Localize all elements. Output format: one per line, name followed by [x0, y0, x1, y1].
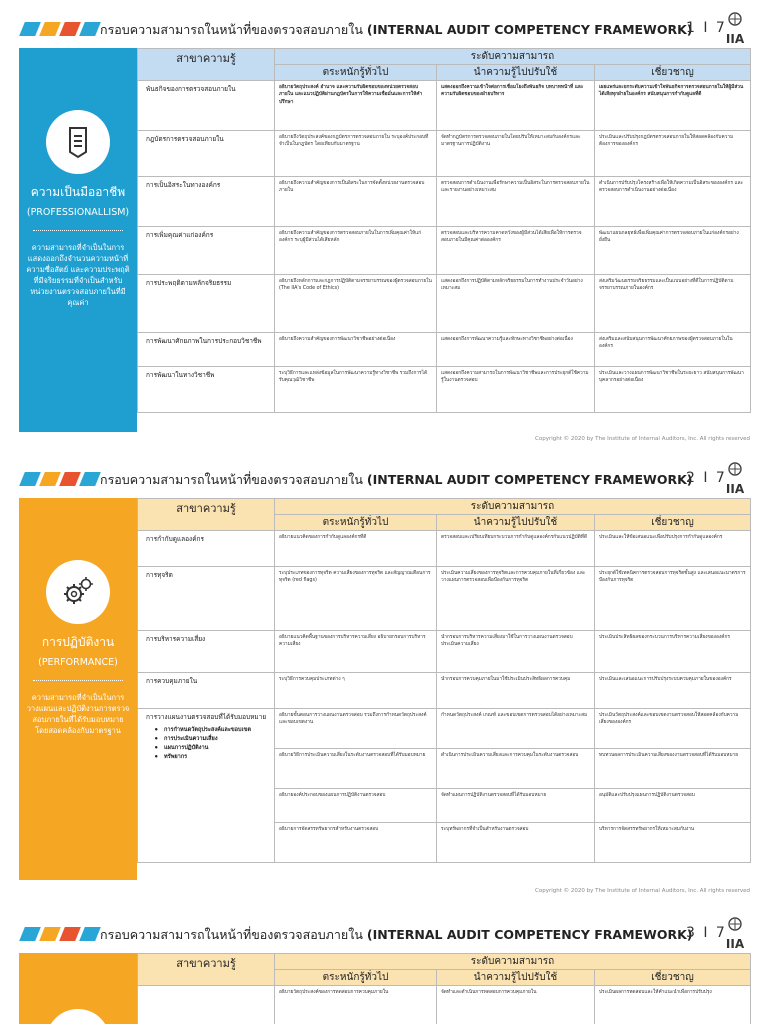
cell-applied: แสดงออกถึงการปฏิบัติตามหลักจริยธรรมในการทำงานประจำวันอย่างเหมาะสม	[437, 275, 595, 333]
page-number: 3 I 7	[686, 925, 727, 941]
header-title: กรอบความสามารถในหน้าที่ของตรวจสอบภายใน (INTERNAL AUDIT COMPETENCY FRAMEWORK)	[100, 472, 693, 487]
cell-awareness: อธิบายถึงวัตถุประสงค์ของกฎบัตรการตรวจสอบภายใน ระบุองค์ประกอบที่จำเป็นในกฎบัตร โดยเทียบกับมาตรฐาน	[275, 131, 437, 177]
cell-applied: กำหนดวัตถุประสงค์ เกณฑ์ และขอบเขตการตรวจสอบได้อย่างเหมาะสม	[437, 709, 595, 749]
cell-applied: แสดงออกถึงความเข้าใจต่อการเชื่อมโยงถึงพันธกิจ บทบาทหน้าที่ และความรับผิดชอบของฝ่ายบริหาร	[437, 81, 595, 131]
divider	[33, 680, 123, 681]
cell-awareness: อธิบายถึงความสำคัญของการตรวจสอบภายในในการเพิ่มคุณค่าให้แก่องค์กร ระบุผู้มีส่วนได้เสียหลัก	[275, 227, 437, 275]
competency-badge	[46, 560, 110, 624]
cell-expert: ทบทวนผลการประเมินความเสี่ยงของงานตรวจสอบที่ได้รับมอบหมาย	[595, 749, 751, 789]
cell-applied: นำกรอบการควบคุมภายในมาใช้ประเมินประสิทธิผลการควบคุม	[437, 673, 595, 709]
list-item: • ทรัพยากร	[154, 753, 270, 762]
level-applied: นำความรู้ไปปรับใช้	[437, 515, 595, 531]
table-row	[138, 177, 751, 227]
iia-logo-icon	[722, 462, 748, 496]
knowledge-area: การพัฒนาในทางวิชาชีพ	[138, 367, 275, 413]
cell-awareness: ระบุประเภทของการทุจริต ความเสี่ยงของการทุจริต และสัญญาณเตือนการทุจริต (red flags)	[275, 567, 437, 631]
knowledge-area: การเพิ่มคุณค่าแก่องค์กร	[138, 227, 275, 275]
level-awareness: ตระหนักรู้ทั่วไป	[275, 970, 437, 986]
cell-applied: ตรวจสอบและบริหารความคาดหวังของผู้มีส่วนได้เสียเพื่อให้การตรวจสอบภายในมีคุณค่าต่อองค์กร	[437, 227, 595, 275]
level-expert: เชี่ยวชาญ	[595, 515, 751, 531]
engagement-bullets	[154, 726, 270, 762]
level-expert: เชี่ยวชาญ	[595, 65, 751, 81]
cell-expert: บริหารการจัดสรรทรัพยากรให้เหมาะสมกับงาน	[595, 823, 751, 863]
cell-expert: ส่งเสริมวัฒนธรรมจริยธรรมและเป็นแบบอย่างที่ดีในการปฏิบัติตามจรรยาบรรณภายในองค์กร	[595, 275, 751, 333]
cell-awareness: ระบุวิธีการควบคุมประเภทต่าง ๆ	[275, 673, 437, 709]
cell-awareness: อธิบายวัตถุประสงค์ของการทดสอบการควบคุมภายใน	[275, 986, 437, 1024]
cell-awareness: อธิบายขั้นตอนการวางแผนงานตรวจสอบ รวมถึงการกำหนดวัตถุประสงค์และขอบเขตงาน	[275, 709, 437, 749]
competency-badge	[46, 1009, 110, 1024]
cell-applied: จัดทำแผนการปฏิบัติงานตรวจสอบที่ได้รับมอบหมาย	[437, 789, 595, 823]
level-applied: นำความรู้ไปปรับใช้	[437, 970, 595, 986]
level-awareness: ตระหนักรู้ทั่วไป	[275, 515, 437, 531]
page-number: 2 I 7	[686, 470, 727, 486]
table-row	[138, 531, 751, 567]
framework-page-1	[0, 0, 768, 450]
iia-logo-icon	[722, 12, 748, 46]
knowledge-area: การประพฤติตามหลักจริยธรรม	[138, 275, 275, 333]
cell-expert: ส่งเสริมและสนับสนุนการพัฒนาศักยภาพของผู้ตรวจสอบภายในในองค์กร	[595, 333, 751, 367]
knowledge-area: การบริหารความเสี่ยง	[138, 631, 275, 673]
competency-table	[137, 498, 751, 863]
cell-awareness: อธิบายวิธีการประเมินความเสี่ยงในระดับงานตรวจสอบที่ได้รับมอบหมาย	[275, 749, 437, 789]
cell-applied: จัดทำและดำเนินการทดสอบการควบคุมภายใน	[437, 986, 595, 1024]
table-row	[138, 367, 751, 413]
competency-badge	[46, 110, 110, 174]
cell-applied: แสดงออกถึงการพัฒนาความรู้และทักษะทางวิชาชีพอย่างต่อเนื่อง	[437, 333, 595, 367]
table-row	[138, 673, 751, 709]
table-row	[138, 709, 751, 749]
framework-page-3	[0, 905, 768, 1024]
knowledge-header: สาขาความรู้	[138, 954, 275, 986]
cell-applied: นำกรอบการบริหารความเสี่ยงมาใช้ในการวางแผนงานตรวจสอบ ประเมินความเสี่ยง	[437, 631, 595, 673]
table-row	[138, 333, 751, 367]
table-row	[138, 81, 751, 131]
cell-expert: ประเมินและให้ข้อเสนอแนะเพื่อปรับปรุงการกำกับดูแลองค์กร	[595, 531, 751, 567]
cell-awareness: อธิบายวัตถุประสงค์ อำนาจ และความรับผิดชอบของหน่วยตรวจสอบภายใน และแนวปฏิบัติผ่านกฎบัตรในการให้ความเชื่อมั่นและการให้คำปรึกษา	[275, 81, 437, 131]
competency-table	[137, 953, 751, 1024]
list-item: • แผนการปฏิบัติงาน	[154, 744, 270, 753]
cell-expert: พัฒนาแผนกลยุทธ์เพื่อเพิ่มคุณค่าการตรวจสอบภายในแก่องค์กรอย่างยั่งยืน	[595, 227, 751, 275]
header-stripes	[18, 472, 98, 486]
knowledge-area: การควบคุมภายใน	[138, 673, 275, 709]
competency-panel	[19, 48, 137, 432]
knowledge-area: การพัฒนาศักยภาพในการประกอบวิชาชีพ	[138, 333, 275, 367]
cell-awareness: อธิบายถึงความสำคัญของการเป็นอิสระในการจัดตั้งหน่วยงานตรวจสอบภายใน	[275, 177, 437, 227]
knowledge-area: พันธกิจของการตรวจสอบภายใน	[138, 81, 275, 131]
cell-awareness: อธิบายแนวคิดพื้นฐานของการบริหารความเสี่ยง อธิบายกรอบการบริหารความเสี่ยง	[275, 631, 437, 673]
copyright: Copyright © 2020 by The Institute of Internal Auditors, Inc. All rights reserved	[535, 436, 750, 442]
cell-expert: ประเมินผลการทดสอบและให้คำแนะนำเพื่อการปรับปรุง	[595, 986, 751, 1024]
ability-header: ระดับความสามารถ	[275, 499, 751, 515]
competency-description: ความสามารถที่จำเป็นในการวางแผนและปฏิบัติงานการตรวจสอบภายในที่ได้รับมอบหมาย โดยสอดคล้องกับมาตรฐาน	[26, 693, 130, 735]
competency-title: ความเป็นมืออาชีพ	[30, 185, 126, 199]
cell-expert: ประเมินและวางแผนการพัฒนาวิชาชีพในระยะยาว สนับสนุนการพัฒนาบุคลากรอย่างต่อเนื่อง	[595, 367, 751, 413]
header-stripes	[18, 927, 98, 941]
cell-applied: แสดงออกถึงความสามารถในการพัฒนาวิชาชีพและการประยุกต์ใช้ความรู้ในงานตรวจสอบ	[437, 367, 595, 413]
table-row	[138, 131, 751, 177]
gears-icon	[60, 574, 96, 610]
competency-subtitle: (PERFORMANCE)	[38, 657, 118, 668]
knowledge-area	[138, 709, 275, 863]
header-title: กรอบความสามารถในหน้าที่ของตรวจสอบภายใน (INTERNAL AUDIT COMPETENCY FRAMEWORK)	[100, 927, 693, 942]
cell-expert: ดำเนินการปรับปรุงโครงสร้างเพื่อให้เกิดความเป็นอิสระขององค์กร และตรวจสอบการดำเนินงานอย่างต่อเนื่อง	[595, 177, 751, 227]
ability-header: ระดับความสามารถ	[275, 954, 751, 970]
competency-panel	[19, 953, 137, 1024]
cell-applied: ระบุทรัพยากรที่จำเป็นสำหรับงานตรวจสอบ	[437, 823, 595, 863]
framework-page-2	[0, 450, 768, 905]
cell-awareness: อธิบายถึงหลักการและกฎการปฏิบัติตามจรรยาบรรณของผู้ตรวจสอบภายใน (The IIA's Code of Ethics)	[275, 275, 437, 333]
ability-header: ระดับความสามารถ	[275, 49, 751, 65]
cell-applied: ดำเนินการประเมินความเสี่ยงและการควบคุมในระดับงานตรวจสอบ	[437, 749, 595, 789]
list-item: • การกำหนดวัตถุประสงค์และขอบเขต	[154, 726, 270, 735]
header-title: กรอบความสามารถในหน้าที่ของตรวจสอบภายใน (INTERNAL AUDIT COMPETENCY FRAMEWORK)	[100, 22, 693, 37]
cell-applied: ประเมินความเสี่ยงของการทุจริตและการควบคุมภายในที่เกี่ยวข้อง และวางแผนการตรวจสอบเพื่อป้องกันการทุจริต	[437, 567, 595, 631]
logo-text: IIA	[725, 32, 745, 46]
level-awareness: ตระหนักรู้ทั่วไป	[275, 65, 437, 81]
cell-expert: ประเมินและปรับปรุงกฎบัตรตรวจสอบภายในให้สอดคล้องกับความต้องการขององค์กร	[595, 131, 751, 177]
cell-applied: จัดทำกฎบัตรการตรวจสอบภายในโดยปรับให้เหมาะสมกับองค์กรและมาตรฐานการปฏิบัติงาน	[437, 131, 595, 177]
cell-awareness: อธิบายการจัดสรรทรัพยากรสำหรับงานตรวจสอบ	[275, 823, 437, 863]
competency-panel	[19, 498, 137, 880]
cell-applied: ตรวจสอบการดำเนินงานเพื่อรักษาความเป็นอิสระในการตรวจสอบภายในและรายงานอย่างเหมาะสม	[437, 177, 595, 227]
table-row	[138, 567, 751, 631]
document-icon	[60, 124, 96, 160]
cell-expert: ประยุกต์ใช้เทคนิคการตรวจสอบการทุจริตขั้นสูง และเสนอแนะมาตรการป้องกันการทุจริต	[595, 567, 751, 631]
divider	[33, 230, 123, 231]
cell-awareness: ระบุวิธีการและแหล่งข้อมูลในการพัฒนาความรู้ทางวิชาชีพ รวมถึงการได้รับคุณวุฒิวิชาชีพ	[275, 367, 437, 413]
knowledge-area: การกำกับดูแลองค์กร	[138, 531, 275, 567]
competency-title: การปฏิบัติงาน	[41, 635, 115, 649]
list-item: • การประเมินความเสี่ยง	[154, 735, 270, 744]
cell-expert: ประเมินวัตถุประสงค์และขอบเขตงานตรวจสอบให้สอดคล้องกับความเสี่ยงขององค์กร	[595, 709, 751, 749]
copyright: Copyright © 2020 by The Institute of Internal Auditors, Inc. All rights reserved	[535, 888, 750, 894]
level-expert: เชี่ยวชาญ	[595, 970, 751, 986]
cell-expert: ประเมินและเสนอแนะการปรับปรุงระบบควบคุมภายในขององค์กร	[595, 673, 751, 709]
cell-expert: เผยแพร่และยกระดับความเข้าใจพันธกิจการตรวจสอบภายในให้ผู้มีส่วนได้เสียทุกฝ่ายในองค์กร สนับสนุนการกำกับดูแลที่ดี	[595, 81, 751, 131]
competency-subtitle: (PROFESSIONALLISM)	[26, 207, 130, 218]
engagement-planning-label: การวางแผนงานตรวจสอบที่ได้รับมอบหมาย	[146, 713, 267, 721]
logo-text: IIA	[725, 482, 745, 496]
competency-table	[137, 48, 751, 413]
table-row	[138, 631, 751, 673]
cell-expert: อนุมัติและปรับปรุงแผนการปฏิบัติงานตรวจสอบ	[595, 789, 751, 823]
page-number: 1 I 7	[686, 20, 727, 36]
cell-awareness: อธิบายถึงความสำคัญของการพัฒนาวิชาชีพอย่างต่อเนื่อง	[275, 333, 437, 367]
knowledge-area	[138, 986, 275, 1024]
knowledge-area: การทุจริต	[138, 567, 275, 631]
knowledge-header: สาขาความรู้	[138, 499, 275, 531]
knowledge-area: การเป็นอิสระในทางองค์กร	[138, 177, 275, 227]
table-row	[138, 227, 751, 275]
cell-applied: ตรวจสอบและเปรียบเทียบกระบวนการกำกับดูแลองค์กรกับแนวปฏิบัติที่ดี	[437, 531, 595, 567]
knowledge-area: กฎบัตรการตรวจสอบภายใน	[138, 131, 275, 177]
competency-description: ความสามารถที่จำเป็นในการแสดงออกถึงจำนวนความหน้าที่ ความซื่อสัตย์ และความประพฤติที่มีจริยธรรมที่จำเป็นสำหรับหน่วยงานตรวจสอบภายในที่มีคุณค่า	[26, 243, 130, 307]
table-row	[138, 275, 751, 333]
header-stripes	[18, 22, 98, 36]
iia-logo-icon	[722, 917, 748, 951]
knowledge-header: สาขาความรู้	[138, 49, 275, 81]
cell-awareness: อธิบายแนวคิดของการกำกับดูแลองค์กรที่ดี	[275, 531, 437, 567]
cell-expert: ประเมินประสิทธิผลของกระบวนการบริหารความเสี่ยงขององค์กร	[595, 631, 751, 673]
cell-awareness: อธิบายองค์ประกอบของแผนการปฏิบัติงานตรวจสอบ	[275, 789, 437, 823]
level-applied: นำความรู้ไปปรับใช้	[437, 65, 595, 81]
logo-text: IIA	[725, 937, 745, 951]
table-row	[138, 986, 751, 1024]
